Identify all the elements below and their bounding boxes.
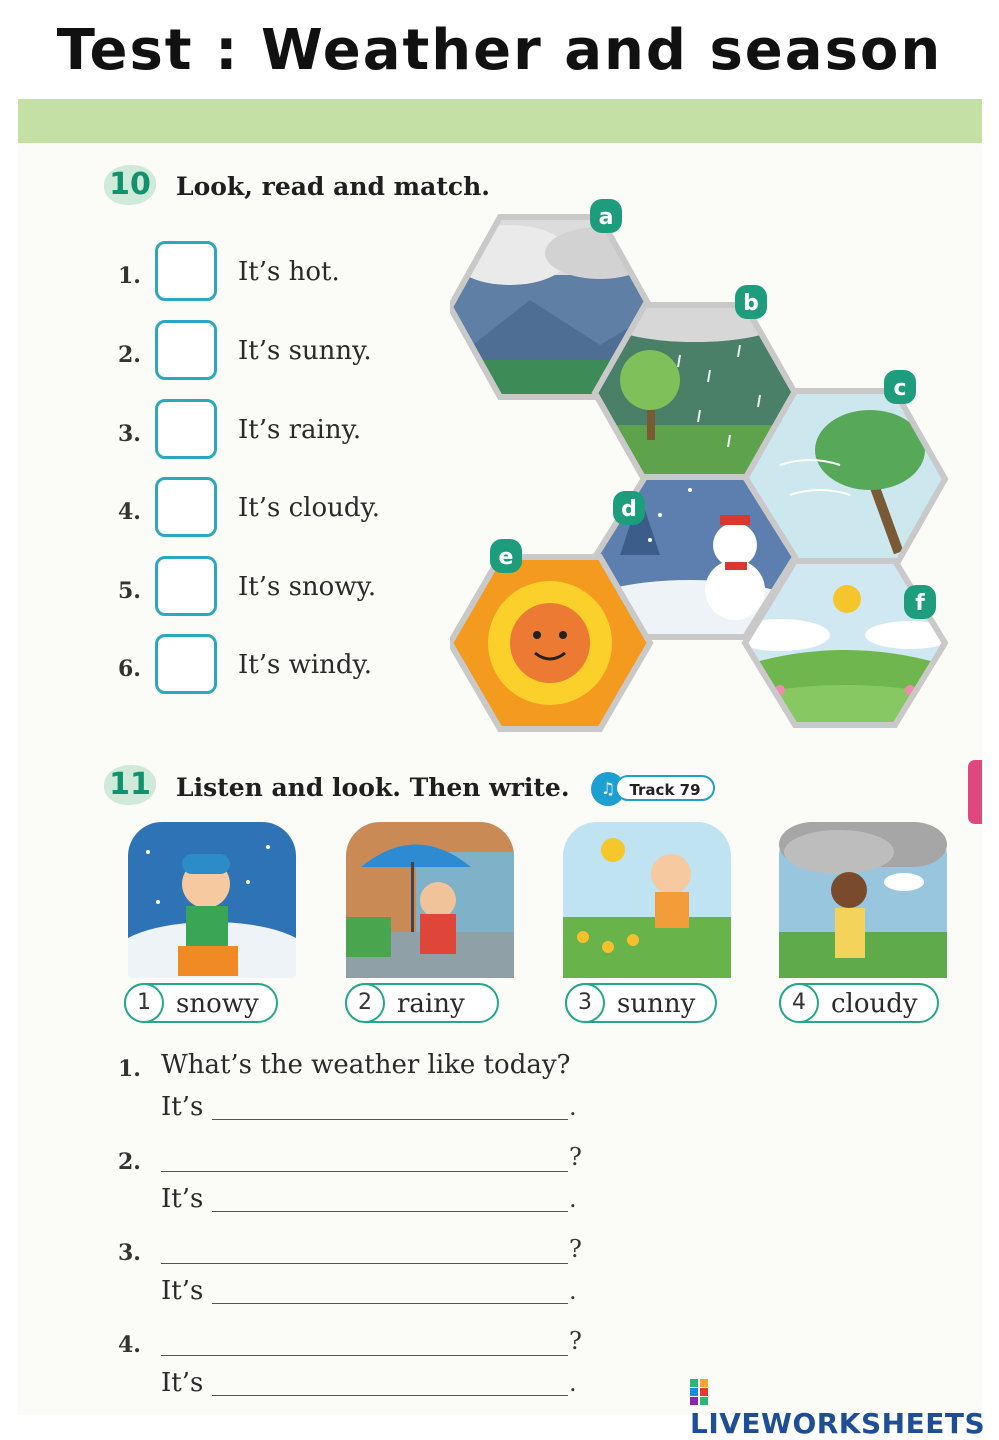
picture-word: snowy [176,989,259,1019]
brand-name: LIVEWORKSHEETS [690,1407,986,1440]
answer-box-6[interactable] [155,634,217,694]
period: . [569,1093,577,1121]
question-mark: ? [569,1327,582,1355]
item-text: It’s hot. [238,257,340,287]
item-text: It’s sunny. [238,336,372,366]
answer-prefix: It’s [161,1368,204,1398]
picture-label-2 [345,983,499,1023]
item-number: 6. [118,656,141,682]
match-row [118,241,448,305]
answer-box-3[interactable] [155,399,217,459]
question-number: 1. [118,1056,141,1082]
question-number: 4. [118,1332,141,1358]
answer-line-2[interactable] [212,1211,568,1212]
item-text: It’s windy. [238,650,373,680]
picture-number: 4 [779,983,819,1023]
logo-icon [690,1379,708,1405]
section-10-title: Look, read and match. [176,172,490,201]
picture-word: rainy [397,989,465,1019]
weather-hexagon-pictures [450,195,960,735]
period: . [569,1277,577,1305]
question-number: 2. [118,1149,141,1175]
item-text: It’s snowy. [238,572,377,602]
question-line-2[interactable] [161,1171,568,1172]
page-edge-tab [968,760,982,824]
match-row [118,556,448,620]
match-row [118,634,448,698]
question-number: 3. [118,1240,141,1266]
letter-f: f [915,591,925,616]
picture-number: 3 [565,983,605,1023]
period: . [569,1369,577,1397]
answer-box-1[interactable] [155,241,217,301]
match-row [118,320,448,384]
section-10-number: 10 [104,165,156,205]
item-number: 4. [118,499,141,525]
letter-e: e [498,545,514,570]
item-text: It’s cloudy. [238,493,381,523]
answer-line-3[interactable] [212,1303,568,1304]
scene-rainy [346,822,514,978]
question-line-3[interactable] [161,1263,568,1264]
scene-snowy [128,822,296,978]
scene-cloudy [779,822,947,978]
picture-word: sunny [617,989,696,1019]
letter-d: d [621,497,637,522]
question-mark: ? [569,1235,582,1263]
section-11-title: Listen and look. Then write. [176,773,570,802]
headphones-icon: ♫ [591,772,625,806]
answer-line-1[interactable] [212,1119,568,1120]
match-row [118,477,448,541]
letter-a: a [598,205,614,230]
picture-label-3 [565,983,717,1023]
item-text: It’s rainy. [238,415,362,445]
period: . [569,1185,577,1213]
letter-c: c [893,376,907,401]
question-line-4[interactable] [161,1355,568,1356]
audio-track-button[interactable] [591,772,717,806]
picture-word: cloudy [831,989,918,1019]
picture-number: 2 [345,983,385,1023]
page-title: Test : Weather and season [56,18,943,83]
item-number: 5. [118,578,141,604]
header-band [18,99,982,143]
picture-label-1 [124,983,278,1023]
liveworksheets-logo [690,1374,999,1440]
letter-b: b [743,291,759,316]
question-text: What’s the weather like today? [161,1050,571,1080]
item-number: 3. [118,421,141,447]
picture-label-4 [779,983,939,1023]
scene-sunny [563,822,731,978]
answer-prefix: It’s [161,1276,204,1306]
track-label: Track 79 [615,775,715,801]
answer-box-5[interactable] [155,556,217,616]
answer-prefix: It’s [161,1092,204,1122]
answer-prefix: It’s [161,1184,204,1214]
match-row [118,399,448,463]
answer-line-4[interactable] [212,1395,568,1396]
question-mark: ? [569,1143,582,1171]
answer-box-2[interactable] [155,320,217,380]
picture-number: 1 [124,983,164,1023]
answer-box-4[interactable] [155,477,217,537]
item-number: 1. [118,263,141,289]
item-number: 2. [118,342,141,368]
section-11-number: 11 [104,765,156,805]
